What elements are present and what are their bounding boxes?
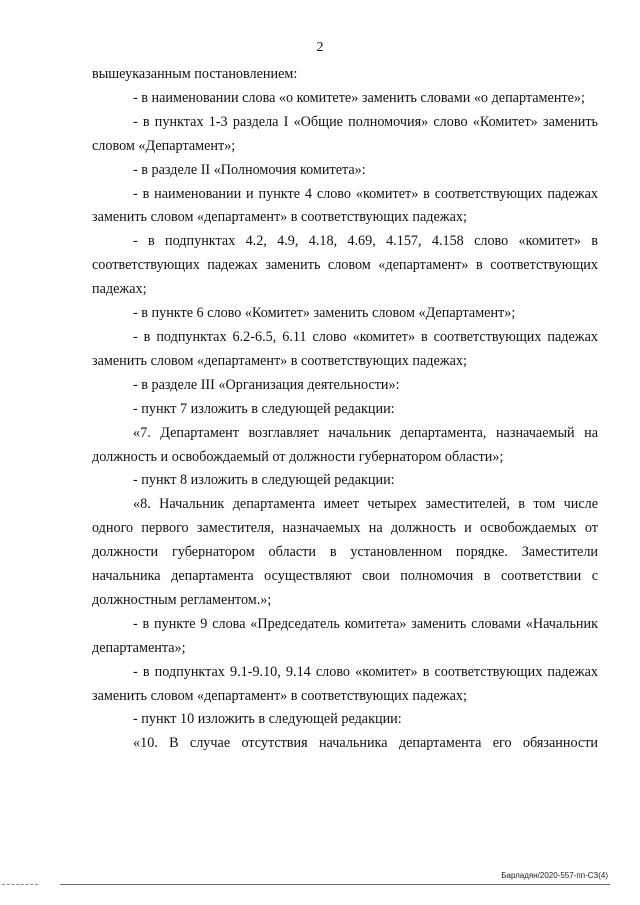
paragraph: - пункт 7 изложить в следующей редакции: xyxy=(133,400,395,417)
page-edge-line xyxy=(60,884,610,885)
page-number: 2 xyxy=(316,40,324,55)
paragraph: - в подпунктах 6.2-6.5, 6.11 слово «комитет» в соответствующих падежах заменить словом «департамент» в соответствующих падежах; xyxy=(92,328,598,369)
paragraph: - в подпунктах 4.2, 4.9, 4.18, 4.69, 4.157, 4.158 слово «комитет» в соответствующих падежах заменить словом «департамент» в соответствующих падежах; xyxy=(92,233,598,298)
paragraph: - в пункте 9 слова «Председатель комитета» заменить словами «Начальник департамента»; xyxy=(92,615,598,656)
paragraph: «10. В случае отсутствия начальника департамента его обязанности xyxy=(133,735,598,752)
paragraph: - в разделе III «Организация деятельности»: xyxy=(133,376,400,393)
paragraph: - в разделе II «Полномочия комитета»: xyxy=(133,161,366,178)
paragraph: - в пунктах 1-3 раздела I «Общие полномочия» слово «Комитет» заменить словом «Департамент»; xyxy=(92,113,598,154)
paragraph: - в пункте 6 слово «Комитет» заменить словом «Департамент»; xyxy=(133,305,516,322)
paragraph: вышеуказанным постановлением: xyxy=(92,66,298,82)
document-code: Барладян/2020-557-пп-СЗ(4) xyxy=(501,871,608,880)
scan-edge-mark xyxy=(2,884,38,885)
paragraph: - пункт 10 изложить в следующей редакции: xyxy=(133,711,402,728)
paragraph: - в наименовании слова «о комитете» заменить словами «о департаменте»; xyxy=(133,89,585,106)
paragraph: - в наименовании и пункте 4 слово «комитет» в соответствующих падежах заменить словом «департамент» в соответствующих падежах; xyxy=(92,185,598,226)
paragraph: - пункт 8 изложить в следующей редакции: xyxy=(133,472,395,489)
paragraph: «8. Начальник департамента имеет четырех заместителей, в том числе одного первого заместителя, назначаемых на должность и освобождаемых от должности губернатором области в установленном порядке. Заместители начальника департамента осуществляют свои полномочия в соответствии с должностным регламентом.»; xyxy=(92,496,598,608)
paragraph: «7. Департамент возглавляет начальник департамента, назначаемый на должность и освобождаемый от должности губернатором области»; xyxy=(92,424,598,465)
document-body xyxy=(92,63,598,756)
paragraph: - в подпунктах 9.1-9.10, 9.14 слово «комитет» в соответствующих падежах заменить словом «департамент» в соответствующих падежах; xyxy=(92,663,598,704)
